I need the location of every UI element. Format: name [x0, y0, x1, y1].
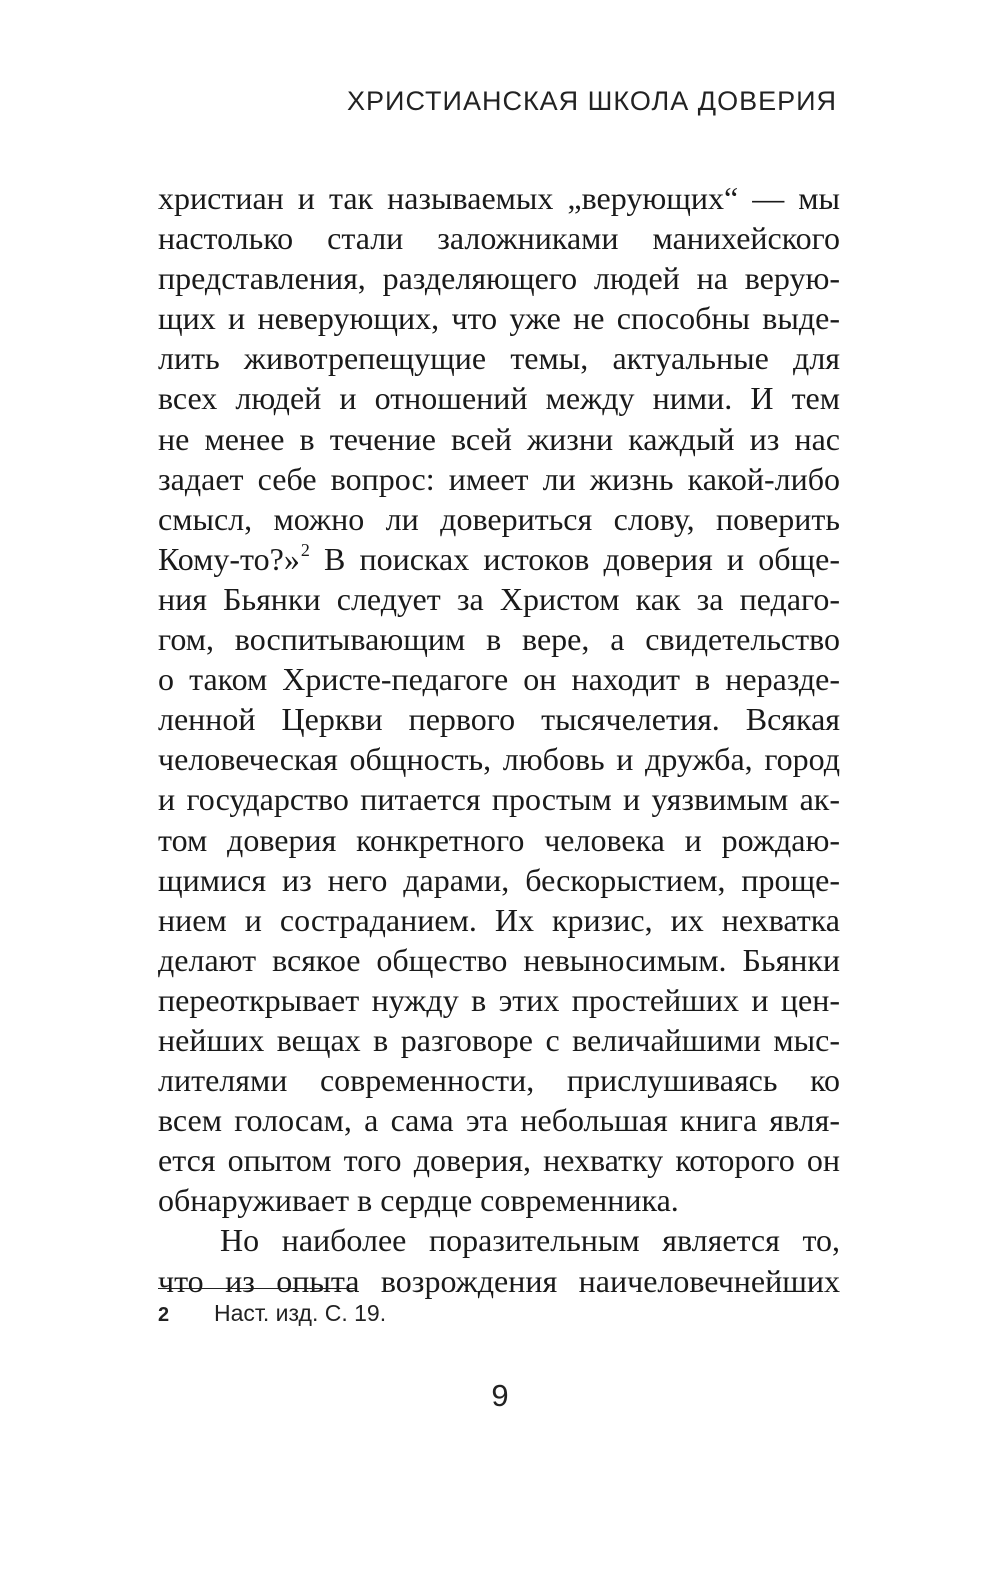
text-line: представления, разделяющего людей на верую- — [158, 260, 840, 297]
text-line: Но наиболее поразительным является то, — [220, 1222, 840, 1259]
text-line: смысл, можно ли довериться слову, поверить — [158, 500, 840, 537]
text-line: задает себе вопрос: имеет ли жизнь какой-либо — [158, 460, 840, 497]
text-line: щимися из него дарами, бескорыстием, проще- — [158, 861, 840, 898]
line-tail: В поисках истоков доверия и обще- — [309, 540, 840, 577]
text-line: не менее в течение всей жизни каждый из нас — [158, 420, 840, 457]
text-line: и государство питается простым и уязвимым ак- — [158, 781, 840, 818]
footnote-divider — [158, 1288, 355, 1289]
text-line: настолько стали заложниками манихейского — [158, 220, 840, 257]
text-line: ется опытом того доверия, нехватку которого он — [158, 1142, 840, 1179]
text-line: лить животрепещущие темы, актуальные для — [158, 340, 840, 377]
page-number: 9 — [491, 1378, 509, 1413]
text-line: христиан и так называемых „верующих“ — мы — [158, 180, 840, 216]
text-line-with-footnote — [158, 539, 840, 579]
text-line: нейших вещах в разговоре с величайшими мыс- — [158, 1021, 840, 1058]
text-line: щих и неверующих, что уже не способны выде- — [158, 300, 840, 337]
text-line: нием и состраданием. Их кризис, их нехватка — [158, 901, 840, 938]
text-line: делают всякое общество невыносимым. Бьянки — [158, 941, 840, 978]
running-header: ХРИСТИАНСКАЯ ШКОЛА ДОВЕРИЯ — [347, 86, 837, 116]
text-line: лителями современности, прислушиваясь ко — [158, 1062, 840, 1099]
footnote-reference[interactable]: 2 — [300, 539, 310, 560]
footnote-text: Наст. изд. С. 19. — [214, 1300, 387, 1326]
text-line: переоткрывает нужду в этих простейших и цен- — [158, 981, 840, 1018]
text-line: гом, воспитывающим в вере, а свидетельство — [158, 621, 840, 658]
body-text — [158, 178, 840, 1301]
text-line: о таком Христе-педагоге он находит в нераздe- — [158, 661, 840, 698]
line-head: Кому-то?» — [158, 540, 300, 577]
text-line: ния Бьянки следует за Христом как за педаго- — [158, 580, 840, 617]
text-line: ленной Церкви первого тысячелетия. Всякая — [158, 701, 840, 738]
text-line: том доверия конкретного человека и рождаю- — [158, 821, 840, 858]
footnote — [158, 1300, 386, 1327]
text-line: всем голосам, а сама эта небольшая книга явля- — [158, 1102, 840, 1139]
text-line: обнаруживает в сердце современника. — [158, 1182, 679, 1219]
text-line: человеческая общность, любовь и дружба, город — [158, 741, 840, 778]
text-line: всех людей и отношений между ними. И тем — [158, 380, 840, 417]
text-line: что из опыта возрождения наичеловечнейших — [158, 1262, 840, 1299]
footnote-number: 2 — [158, 1304, 170, 1326]
